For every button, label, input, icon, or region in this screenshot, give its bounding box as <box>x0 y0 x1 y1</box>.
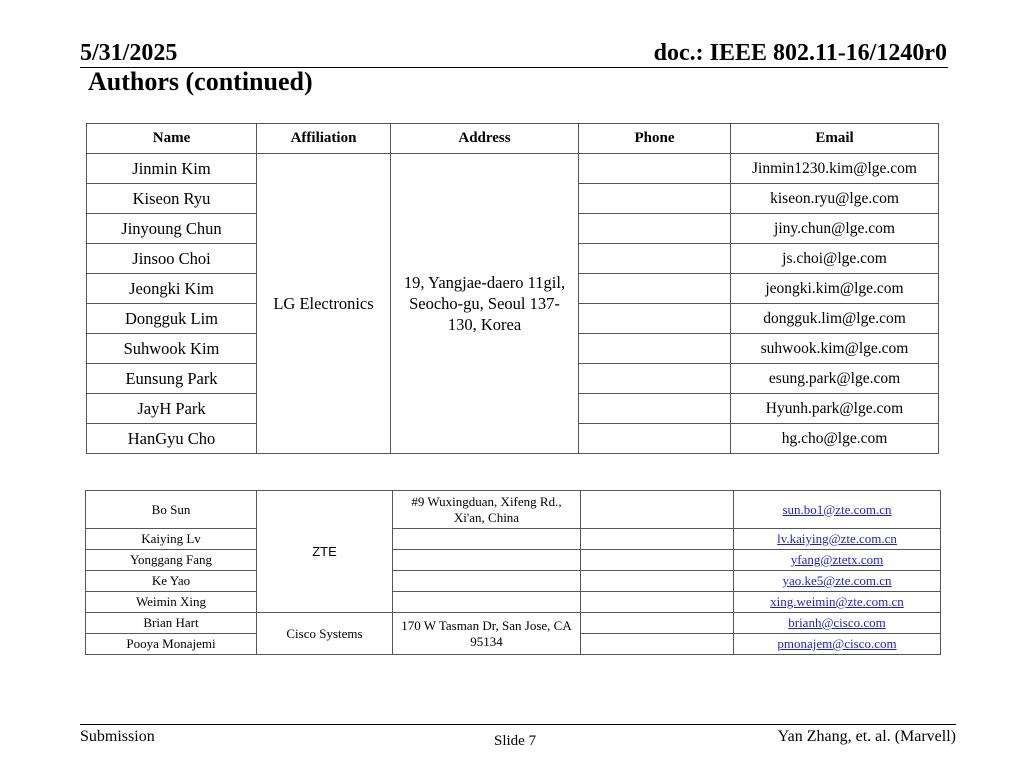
author-affiliation: Cisco Systems <box>257 613 393 655</box>
author-phone <box>579 304 731 334</box>
author-name: Jinyoung Chun <box>87 214 257 244</box>
author-email: suhwook.kim@lge.com <box>731 334 939 364</box>
author-name: Brian Hart <box>86 613 257 634</box>
author-email <box>734 571 941 592</box>
author-address <box>393 571 581 592</box>
author-name: Jeongki Kim <box>87 274 257 304</box>
author-address: 170 W Tasman Dr, San Jose, CA 95134 <box>393 613 581 655</box>
author-name: Pooya Monajemi <box>86 634 257 655</box>
author-name: Bo Sun <box>86 491 257 529</box>
author-email <box>734 613 941 634</box>
author-email: js.choi@lge.com <box>731 244 939 274</box>
author-phone <box>581 529 734 550</box>
footer-slide-number: Slide 7 <box>494 733 537 749</box>
author-email <box>734 529 941 550</box>
col-header-email: Email <box>731 124 939 154</box>
email-link[interactable]: yao.ke5@zte.com.cn <box>782 573 892 588</box>
author-name: Kiseon Ryu <box>87 184 257 214</box>
author-affiliation: LG Electronics <box>257 154 391 454</box>
page-title: Authors (continued) <box>88 67 313 96</box>
author-name: HanGyu Cho <box>87 424 257 454</box>
table-row <box>86 491 941 529</box>
author-phone <box>579 214 731 244</box>
author-email: esung.park@lge.com <box>731 364 939 394</box>
author-address <box>393 529 581 550</box>
col-header-address: Address <box>391 124 579 154</box>
col-header-name: Name <box>87 124 257 154</box>
author-phone <box>579 364 731 394</box>
footer-author: Yan Zhang, et. al. (Marvell) <box>777 728 956 745</box>
table-row <box>86 592 941 613</box>
authors-table-zte-cisco <box>85 490 941 655</box>
author-affiliation: ZTE <box>257 491 393 613</box>
col-header-phone: Phone <box>579 124 731 154</box>
author-phone <box>581 550 734 571</box>
author-address <box>393 592 581 613</box>
author-email <box>734 491 941 529</box>
table-row <box>86 613 941 634</box>
author-email: jeongki.kim@lge.com <box>731 274 939 304</box>
email-link[interactable]: lv.kaiying@zte.com.cn <box>777 531 897 546</box>
table-row <box>86 571 941 592</box>
email-link[interactable]: pmonajem@cisco.com <box>777 636 897 651</box>
author-name: Dongguk Lim <box>87 304 257 334</box>
author-phone <box>579 394 731 424</box>
table-header-row <box>87 124 939 154</box>
author-name: JayH Park <box>87 394 257 424</box>
header-doc-id: doc.: IEEE 802.11-16/1240r0 <box>653 40 947 66</box>
author-name: Eunsung Park <box>87 364 257 394</box>
email-link[interactable]: sun.bo1@zte.com.cn <box>782 501 892 517</box>
author-email <box>734 634 941 655</box>
header-date: 5/31/2025 <box>80 40 178 66</box>
author-phone <box>581 571 734 592</box>
author-name: Suhwook Kim <box>87 334 257 364</box>
table-row <box>86 529 941 550</box>
author-name: Yonggang Fang <box>86 550 257 571</box>
table-row <box>87 154 939 184</box>
author-email <box>734 592 941 613</box>
author-name: Weimin Xing <box>86 592 257 613</box>
email-link[interactable]: brianh@cisco.com <box>788 615 886 630</box>
author-email <box>734 550 941 571</box>
author-name: Jinsoo Choi <box>87 244 257 274</box>
email-link[interactable]: yfang@ztetx.com <box>790 552 884 567</box>
author-phone <box>581 613 734 634</box>
col-header-affiliation: Affiliation <box>257 124 391 154</box>
author-phone <box>581 634 734 655</box>
author-email: Hyunh.park@lge.com <box>731 394 939 424</box>
footer-rule <box>80 724 956 725</box>
author-address: #9 Wuxingduan, Xifeng Rd., Xi'an, China <box>393 491 581 529</box>
author-phone <box>581 592 734 613</box>
author-email: hg.cho@lge.com <box>731 424 939 454</box>
footer-submission: Submission <box>80 728 155 745</box>
authors-table-lg <box>86 123 939 454</box>
author-name: Ke Yao <box>86 571 257 592</box>
author-phone <box>579 424 731 454</box>
author-phone <box>579 154 731 184</box>
table-row <box>86 550 941 571</box>
author-name: Kaiying Lv <box>86 529 257 550</box>
author-phone <box>579 184 731 214</box>
author-email: jiny.chun@lge.com <box>731 214 939 244</box>
author-name: Jinmin Kim <box>87 154 257 184</box>
author-email: Jinmin1230.kim@lge.com <box>731 154 939 184</box>
author-phone <box>579 244 731 274</box>
author-email: dongguk.lim@lge.com <box>731 304 939 334</box>
author-address: 19, Yangjae-daero 11gil, Seocho-gu, Seoul 137-130, Korea <box>391 154 579 454</box>
author-phone <box>579 334 731 364</box>
author-email: kiseon.ryu@lge.com <box>731 184 939 214</box>
author-phone <box>579 274 731 304</box>
author-address <box>393 550 581 571</box>
author-phone <box>581 491 734 529</box>
email-link[interactable]: xing.weimin@zte.com.cn <box>770 594 904 609</box>
